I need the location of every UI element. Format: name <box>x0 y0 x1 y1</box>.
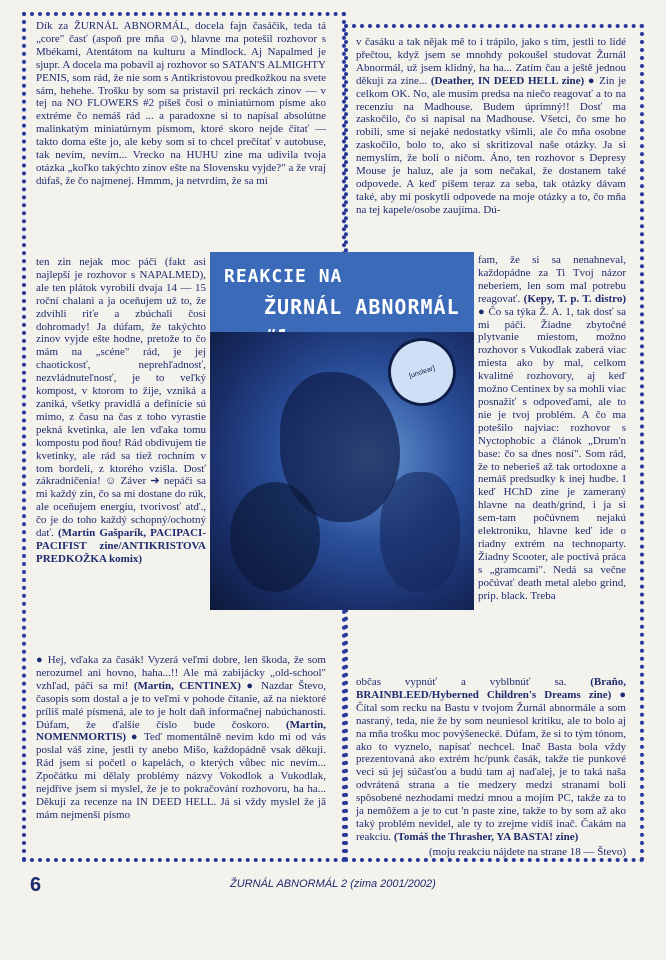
letter-3-signature: (Martin, NOMENMORTIS) <box>36 718 326 744</box>
left-column-bottom-text <box>36 654 326 824</box>
right-column-bottom-text <box>356 676 626 861</box>
issue-footer: ŽURNÁL ABNORMÁL 2 (zima 2001/2002) <box>230 878 436 890</box>
letter-2-signature: (Martin, CENTINEX) <box>133 679 241 692</box>
page-number: 6 <box>30 874 42 896</box>
right-column-mid-text <box>478 254 626 604</box>
article-image <box>210 252 474 610</box>
editor-note: (moju reakciu nájdete na strane 18 — Števo) <box>428 845 626 858</box>
letter-6-signature: (Braňo, BRAINBLEED/Hyberned Children's Dreams zine) <box>356 676 626 701</box>
letter-7-signature: (Tomáš the Thrasher, YA BASTA! zine) <box>393 830 579 843</box>
left-column-top-text <box>36 20 326 190</box>
cover-photo <box>210 332 474 610</box>
left-column-mid-text <box>36 256 206 568</box>
photo-figure <box>230 482 320 592</box>
letter-1-signature: (Martin Gašparík, PACIPACI-PACIFIST zine/ANTIKRISTOVA PREDKOŽKA komix) <box>36 527 206 565</box>
photo-figure <box>380 472 460 592</box>
letters-right-bottom: občas vypnúť a vyblbnúť sa. (Braňo, BRAINBLEED/Hyberned Children's Dreams zine) ● Čítal som recku na Bastu v tvojom Žurnál abnormále a som nasraný, teda, nie že by som neuniesol kritiku, ale to bolo aj na mňa trošku moc povýšenecké. Dúfam, že si to tým tónom, ako to vyznelo, napísať nechcel. Inač Basta bola vždy prezentovaná ako extrém hc/punk časák, takže tie punkové veci sú jej súčasťou a budú tam aj naďalej, je to taká naša odvrátená strana a tie medzery medzi stranami boli spôsobené nezhodami medzi mnou a mojím PC, takže za to ja nemôžem a je to cut 'n paste zine, takže to by som až ako taký problém nevidel, ale ty to zrejme vidíš inač. Čakám na reakciu. (Tomáš the Thrasher, YA BASTA! zine) <box>356 676 626 843</box>
letter-4-signature: (Deather, IN DEED HELL zine) <box>430 74 585 87</box>
headline-line-1: REAKCIE NA <box>224 266 343 287</box>
letters-right-mid: fam, že si sa nenahneval, každopádne za Ti Tvoj názor neberiem, len som mal potrebu reagovať. (Kepy, T. p. T. distro) ● Čo sa týka Ž. A. 1, tak dosť sa mi páči. Žiadne zbytočné plytvanie miestom, možno rozhovor s Vukodlak zaberá viac miesta ako by mal, celkom kvalitné rozhovory, aj keď možno Centinex by sa mohli viac posnažiť s odpoveďami, ale to nie je tvoj problém. A čo ma potešilo najviac: rozhovor s Nyctophobic a článok „Drum'n base: čo sa dnes nosí". Som rád, že to neberieš až tak ortodoxne a nemáš predsudky k inej hudbe. I keď HChD zine je zameraný hlavne na death/grind, i ja si sem-tam počúvnem nejakú elektroniku, hlavne keď ide o riadny extrém na technoparty. Žiadny Scooter, ale poctivá práca s „gramcami". Nedá sa večne počúvať death metal alebo grind, prip. black. Treba <box>478 254 627 602</box>
letter-1-top: Dík za ŽURNÁL ABNORMÁL, docela fajn časáčik, teda tá „core" časť (aspoň pre mňa ☺), hlavne ma potešil rozhovor s Mbékami, Atentátom na kulturu a Mindlock. Aj Napalmed je sjupr. A docela ma pobavil aj rozhovor so SATAN'S ALMIGHTY PENIS, som rád, že nie som s Antikristovou predkožkou na svete sám, hehehe. Trošku by som sa pristavil pri reckách zinov — v tej na NO FLOWERS #2 píšeš čosi o miniatúrnom písme ako extréme čo nemáš rád ... a paradoxne si to napísal absolútne malinkatým miniatúrnym písmom, ktoré skoro nejde čítať — takto doma ešte jo, ale keby som si to chcel prečítať v autobuse, tak nevím, nevím... Vrecko na HUHU zine ma udivila tvoja otázka „koľko takýchto zinov ešte na Slovensku vyjde?" a že vraj dúfaš, že čo najmenej. Hmmm, ja netvrdím, že sa mi <box>36 20 326 187</box>
letters-left-bottom: ● Hej, vďaka za časák! Vyzerá veľmi dobre, len škoda, že som nerozumel ani hovno, haha...!! Ale má zabijácky „old-school" vzhľad, páči sa mi! (Martin, CENTINEX) ● Nazdar Števo, časopis som dostal a je to veľmi v pohode čítanie, až na niektoré príliš malé písmená, ale to je holt daň informačnej nabúchanosti. Dúfam, že ďalšie číslo bude čoskoro. (Martin, NOMENMORTIS) ● Teď momentálně nevím kdo mi od vás poslal váš zine, jestli ty anebo Mišo, každopádně vsak děkuji. Rád jsem si početl o kapelách, o kterých vůbec nic nevím... Zpočátku mi dělaly problémy názvy Vokodlok a Vukodlak, nejdříve jsem si myslel, že je to pokračování rozhovoru, ha ha... Děkuji za recenze na IN DEED HELL. Já si vždy myslel že jā mám nejmenší písmo <box>36 654 327 821</box>
letters-right-top: v časáku a tak nějak mě to i trápilo, jako s tím, jestli to lidé přečtou, když jsem se mnohdy pokoušel studovat Žurnál Abnormál, už jsem klidný, ha ha... Zatím čau a ještě jednou děkuji za zine... (Deather, IN DEED HELL zine) ● Zin je celkom OK. No, ale musím predsa na niečo reagovať a to na recenziu na Madhouse. Budem úprimný!! Dosť ma zaskočilo, čo si napísal na Madhouse. Všetci, čo sme ho robili, sme si nejaké nedostatky všimli, ale čo mňa osobne zaskočilo, bolo to, ako si skritizoval naše otázky. Ja si nemyslím, že boli o ničom. Áno, ten rozhovor s Depresy Mouse je haluz, ale ja som nečakal, že dostanem také odpovede. A keď píšem teraz za seba, tak otázky dávam také, aby mi poskytli odpovede na moje otázky a to, čo mňa na tej kapele/osobe zaujíma. Dú- <box>356 36 627 216</box>
right-column-top-text <box>356 36 626 219</box>
letter-1-continued: ten zin nejak moc páči (fakt asi najlepší je rozhovor s NAPALMED), ale ten plátok vyrobili dvaja 14 — 15 roční chalani a ja oceňujem už to, že zdvihli riťe a zbúchali čosi dohromady! Ja dúfam, že takýchto zinov vyjde ešte hodne, pretože to čo mám na „scéne" rád, je jej chaotickosť, neprehľadnosť, nezvládnuteľnosť, je to veľký kompost, v ktorom to žije, vzniká a zaniká, všetky pravidlá a definície sú mimo, z času na čas z toho vyrastie pekná kvetinka, ale len vďaka tomu kompostu pod ňou! Rád obdivujem tie kvetinky, ale rád sa tiež rochním v tom bordeli, z ktorého vzišla. Dosť zákradničenia! ☺ Záver ➔ nepáči sa mi každý zin, čo sa mi dostane do rúk, ale oceňujem energiu, tvorivosť atď., čo je do toho každý schopný/ochotný dať. (Martin Gašparík, PACIPACI-PACIFIST zine/ANTIKRISTOVA PREDKOŽKA komix) <box>36 256 206 565</box>
letter-5-signature: (Kepy, T. p. T. distro) <box>523 292 627 305</box>
headline-line-2: ŽURNÁL ABNORMÁL <box>264 295 460 319</box>
zine-cover-badge: [unclear] <box>379 329 465 415</box>
